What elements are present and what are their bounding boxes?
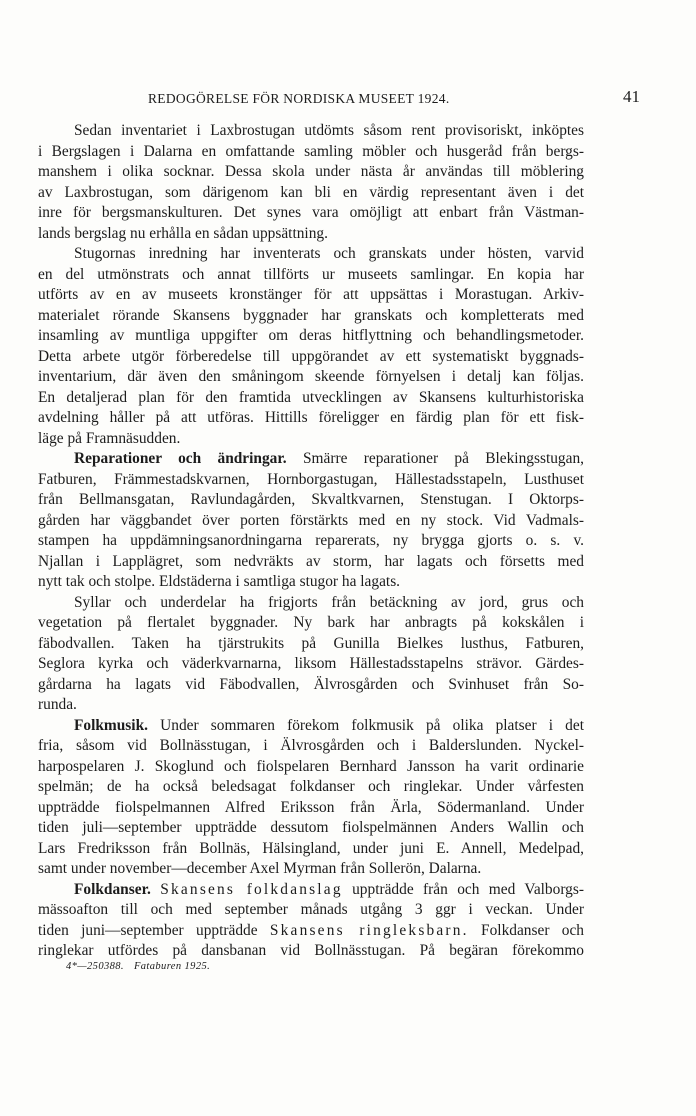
text-line: manshem i olika socknar. Dessa skola under nästa år användas till möblering — [38, 163, 584, 180]
text-line: Lars Fredriksson från Bollnäs, Hälsingland, under juni E. Annell, Medelpad, — [38, 839, 584, 857]
text-line: nytt tak och stolpe. Eldstäderna i samtliga stugor ha lagats. — [38, 573, 401, 590]
section-heading-folk-dances: Folkdanser. — [74, 880, 151, 898]
spaced-text: Skansens ringleksbarn. — [269, 921, 469, 939]
section-heading-repairs: Reparationer och ändringar. — [74, 450, 287, 467]
text-line: Sedan inventariet i Laxbrostugan utdömts såsom rent provisoriskt, inköptes — [74, 122, 584, 139]
text-line: en del utmönstrats och annat tillförts ur museets samlingar. En kopia har — [38, 265, 584, 283]
text-line: utförts av en av museets kronstänger för att uppsättas i Morastugan. Arkiv- — [38, 286, 584, 303]
text-line — [38, 921, 584, 942]
text-line — [38, 449, 584, 470]
text-line: Stugornas inredning har inventerats och granskats under hösten, varvid — [74, 245, 584, 262]
text-line: vegetation på flertalet byggnader. Ny bark har anbragts på kokskålen i — [38, 614, 584, 631]
text-line: stampen ha uppdämningsanordningarna reparerats, ny brygga gjorts o. s. v. — [38, 532, 584, 549]
text-line: Detta arbete utgör förberedelse till uppgörandet av ett systematiskt byggnads- — [38, 347, 584, 365]
text-line: inventarium, där även den småningom skeende förnyelsen i detalj kan följas. — [38, 368, 584, 385]
text-line: ringlekar utfördes på dansbanan vid Bollnässtugan. På begäran förekommo — [38, 942, 584, 959]
text-span: Folkdanser och — [481, 921, 584, 939]
text-line: inre för bergsmanskulturen. Det synes vara omöjligt att enbart från Västman- — [38, 204, 584, 221]
running-title: REDOGÖRELSE FÖR NORDISKA MUSEET 1924. — [148, 91, 450, 106]
text-span: uppträdde från och med Valborgs- — [352, 880, 584, 898]
text-line: läge på Framnäsudden. — [38, 429, 181, 447]
print-code: 4*—250388. — [66, 961, 124, 972]
footer-signature — [66, 961, 210, 972]
text-line: i Bergslagen i Dalarna en omfattande samling möbler och husgeråd från bergs- — [38, 142, 584, 160]
text-line: från Bellmansgatan, Ravlundagården, Skvaltkvarnen, Stenstugan. I Oktorps- — [38, 491, 584, 508]
text-line: materialet rörande Skansens byggnader har granskats och kompletterats med — [38, 306, 584, 324]
text-line: Seglora kyrka och väderkvarnarna, liksom Hällestadsstapelns strävor. Gärdes- — [38, 655, 584, 672]
text-line: Syllar och underdelar ha frigjorts från betäckning av jord, grus och — [74, 593, 584, 611]
text-span: Under sommaren förekom folkmusik på olika platser i det — [160, 716, 584, 734]
text-line: fäbodvallen. Taken ha tjärstrukits på Gunilla Bielkes lusthus, Fatburen, — [38, 634, 584, 652]
publication-title: Fataburen 1925. — [133, 961, 211, 972]
running-header — [40, 88, 640, 110]
text-span: tiden juni—september uppträdde — [38, 921, 258, 939]
page-number: 41 — [623, 87, 640, 106]
text-line: spelmän; de ha också beledsagat folkdanser och ringlekar. Under vårfesten — [38, 778, 584, 795]
text-line — [38, 880, 584, 901]
text-span: Smärre reparationer på Blekingsstugan, — [302, 450, 584, 467]
spaced-text: Skansens folkdanslag — [160, 880, 343, 898]
text-line: lands bergslag nu erhålla en sådan uppsättning. — [38, 224, 328, 242]
text-line: mässoafton till och med september månads utgång 3 ggr i veckan. Under — [38, 901, 584, 918]
text-line: tiden juli—september uppträdde dessutom fiolspelmännen Anders Wallin och — [38, 819, 584, 836]
text-line: En detaljerad plan för den framtida utvecklingen av Skansens kulturhistoriska — [38, 388, 584, 406]
text-line: harpospelaren J. Skoglund och fiolspelaren Bernhard Jansson ha varit ordinarie — [38, 757, 584, 775]
text-line: Fatburen, Främmestadskvarnen, Hornborgastugan, Hällestadsstapeln, Lusthuset — [38, 470, 584, 488]
text-line: Njallan i Lapplägret, som nedvräkts av storm, har lagats och försetts med — [38, 552, 584, 570]
text-line: gården har väggbandet över porten förstärkts med en ny stock. Vid Vadmals- — [38, 511, 584, 529]
section-heading-folk-music: Folkmusik. — [74, 716, 148, 734]
text-line: uppträdde fiolspelmannen Alfred Eriksson från Ärla, Södermanland. Under — [38, 798, 584, 816]
text-line: runda. — [38, 696, 77, 713]
text-line: av Laxbrostugan, som därigenom kan bli en värdig representant även i det — [38, 183, 584, 201]
body-text — [38, 121, 584, 962]
text-line: gårdarna ha lagats vid Fäbodvallen, Älvrosgården och Svinhuset från So- — [38, 675, 584, 693]
text-line: samt under november—december Axel Myrman från Sollerön, Dalarna. — [38, 860, 482, 877]
text-line — [38, 716, 584, 737]
text-line: insamling av muntliga uppgifter om deras hitflyttning och behandlingsmetoder. — [38, 327, 584, 344]
text-line: avdelning håller på att utföras. Hittills föreligger en färdig plan för ett fisk- — [38, 409, 584, 426]
text-line: fria, såsom vid Bollnässtugan, i Älvrosgården och i Balderslunden. Nyckel- — [38, 737, 584, 754]
